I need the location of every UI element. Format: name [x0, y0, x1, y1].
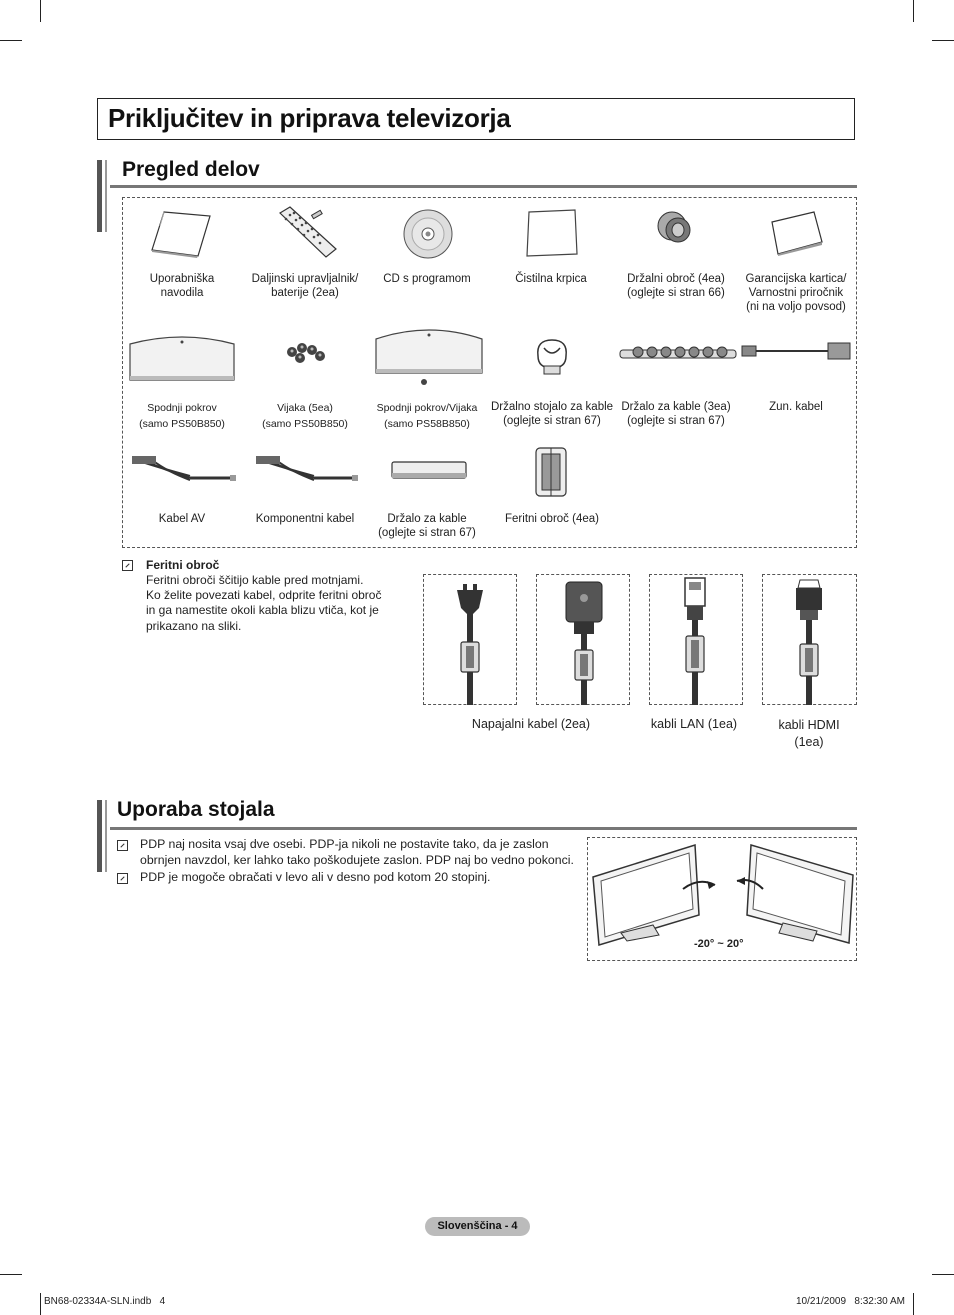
av-cable-icon [130, 456, 238, 486]
note-line: Feritni obroči ščitijo kable pred motnjami. [146, 573, 364, 587]
section-bar [105, 160, 107, 232]
section-bar [97, 800, 102, 872]
warranty-card-icon [770, 210, 824, 256]
section-rule [110, 185, 857, 188]
scart-cable-icon [740, 340, 852, 364]
section-rule [110, 827, 857, 830]
timestamp: 10/21/2009 8:32:30 AM [796, 1296, 905, 1307]
item-label: Spodnji pokrov/Vijaka (samo PS58B850) [376, 402, 478, 430]
item-label: Držalno stojalo za kable (oglejte si stran 67) [490, 401, 614, 427]
item-label: Vijaka (5ea) (samo PS50B850) [262, 402, 348, 430]
page-number: Slovenščina - 4 [425, 1217, 530, 1236]
cable-label: kabli HDMI (1ea) [778, 718, 840, 749]
section-bar [97, 160, 102, 232]
item-label: Feritni obroč (4ea) [505, 513, 599, 525]
rotation-label: -20° ~ 20° [694, 938, 744, 950]
item-label: CD s programom [383, 273, 471, 285]
screws-icon [286, 342, 326, 366]
power-cable-ferrite-icon [423, 574, 517, 705]
item-label: Garancijska kartica/ Varnostni priročnik (ni na voljo povsod) [745, 273, 847, 313]
note-line: Ko želite povezati kabel, odprite feritni obroč [146, 588, 382, 602]
page-title-box [97, 98, 855, 140]
lan-cable-ferrite-icon [649, 574, 743, 705]
cable-label: Napajalni kabel (2ea) [471, 717, 591, 731]
cable-holder-icon [618, 344, 738, 364]
item-label: Spodnji pokrov (samo PS50B850) [139, 402, 225, 430]
note-icon [117, 873, 128, 884]
crop-mark [913, 1293, 914, 1315]
item-label: Držalo za kable (oglejte si stran 67) [378, 513, 476, 539]
power-cable-ferrite-icon [536, 574, 630, 705]
note-line: in ga namestite okoli kabla blizu vtiča, kot je [146, 603, 379, 617]
bottom-cover-screw-icon [374, 325, 484, 387]
note-heading: Feritni obroč [146, 558, 220, 572]
crop-mark [932, 1274, 954, 1275]
cd-icon [402, 208, 454, 260]
crop-mark [0, 1274, 22, 1275]
stand-note: PDP naj nosita vsaj dve osebi. PDP-ja nikoli ne postavite tako, da je zaslon obrnjen navzdol, ker lahko tako poškodujete zaslon. PDP naj bo vedno pokonci. [140, 837, 574, 867]
section-bar [105, 800, 107, 872]
cable-label: kabli LAN (1ea) [650, 717, 738, 731]
file-name: BN68-02334A-SLN.indb 4 [44, 1296, 166, 1307]
stand-note: PDP je mogoče obračati v levo ali v desno pod kotom 20 stopinj. [140, 870, 491, 884]
note-icon [117, 840, 128, 851]
holder-ring-icon [654, 208, 698, 248]
item-label: Daljinski upravljalnik/ baterije (2ea) [251, 273, 359, 299]
cable-stand-icon [532, 336, 572, 376]
item-label: Držalni obroč (4ea) (oglejte si stran 66) [627, 273, 725, 299]
section-title-stand: Uporaba stojala [117, 798, 275, 821]
crop-mark [913, 0, 914, 22]
item-label: Čistilna krpica [515, 273, 587, 285]
crop-mark [0, 40, 22, 41]
remote-control-icon [276, 205, 338, 260]
cable-tie-icon [390, 460, 468, 480]
note-line: prikazano na sliki. [146, 619, 242, 633]
item-label: Uporabniška navodila [149, 273, 215, 299]
manual-icon [150, 208, 212, 258]
ferrite-core-icon [532, 444, 570, 500]
crop-mark [40, 0, 41, 22]
crop-mark [932, 40, 954, 41]
component-cable-icon [254, 456, 360, 486]
item-label: Držalo za kable (3ea) (oglejte si stran 67) [621, 401, 731, 427]
cleaning-cloth-icon [525, 208, 579, 258]
section-title-parts: Pregled delov [122, 158, 260, 181]
note-icon [122, 560, 133, 571]
item-label: Zun. kabel [769, 401, 823, 413]
page-title: Priključitev in priprava televizorja [108, 103, 511, 133]
item-label: Kabel AV [158, 513, 206, 525]
bottom-cover-icon [128, 334, 236, 384]
crop-mark [40, 1293, 41, 1315]
hdmi-cable-ferrite-icon [762, 574, 857, 705]
item-label: Komponentni kabel [255, 513, 355, 525]
